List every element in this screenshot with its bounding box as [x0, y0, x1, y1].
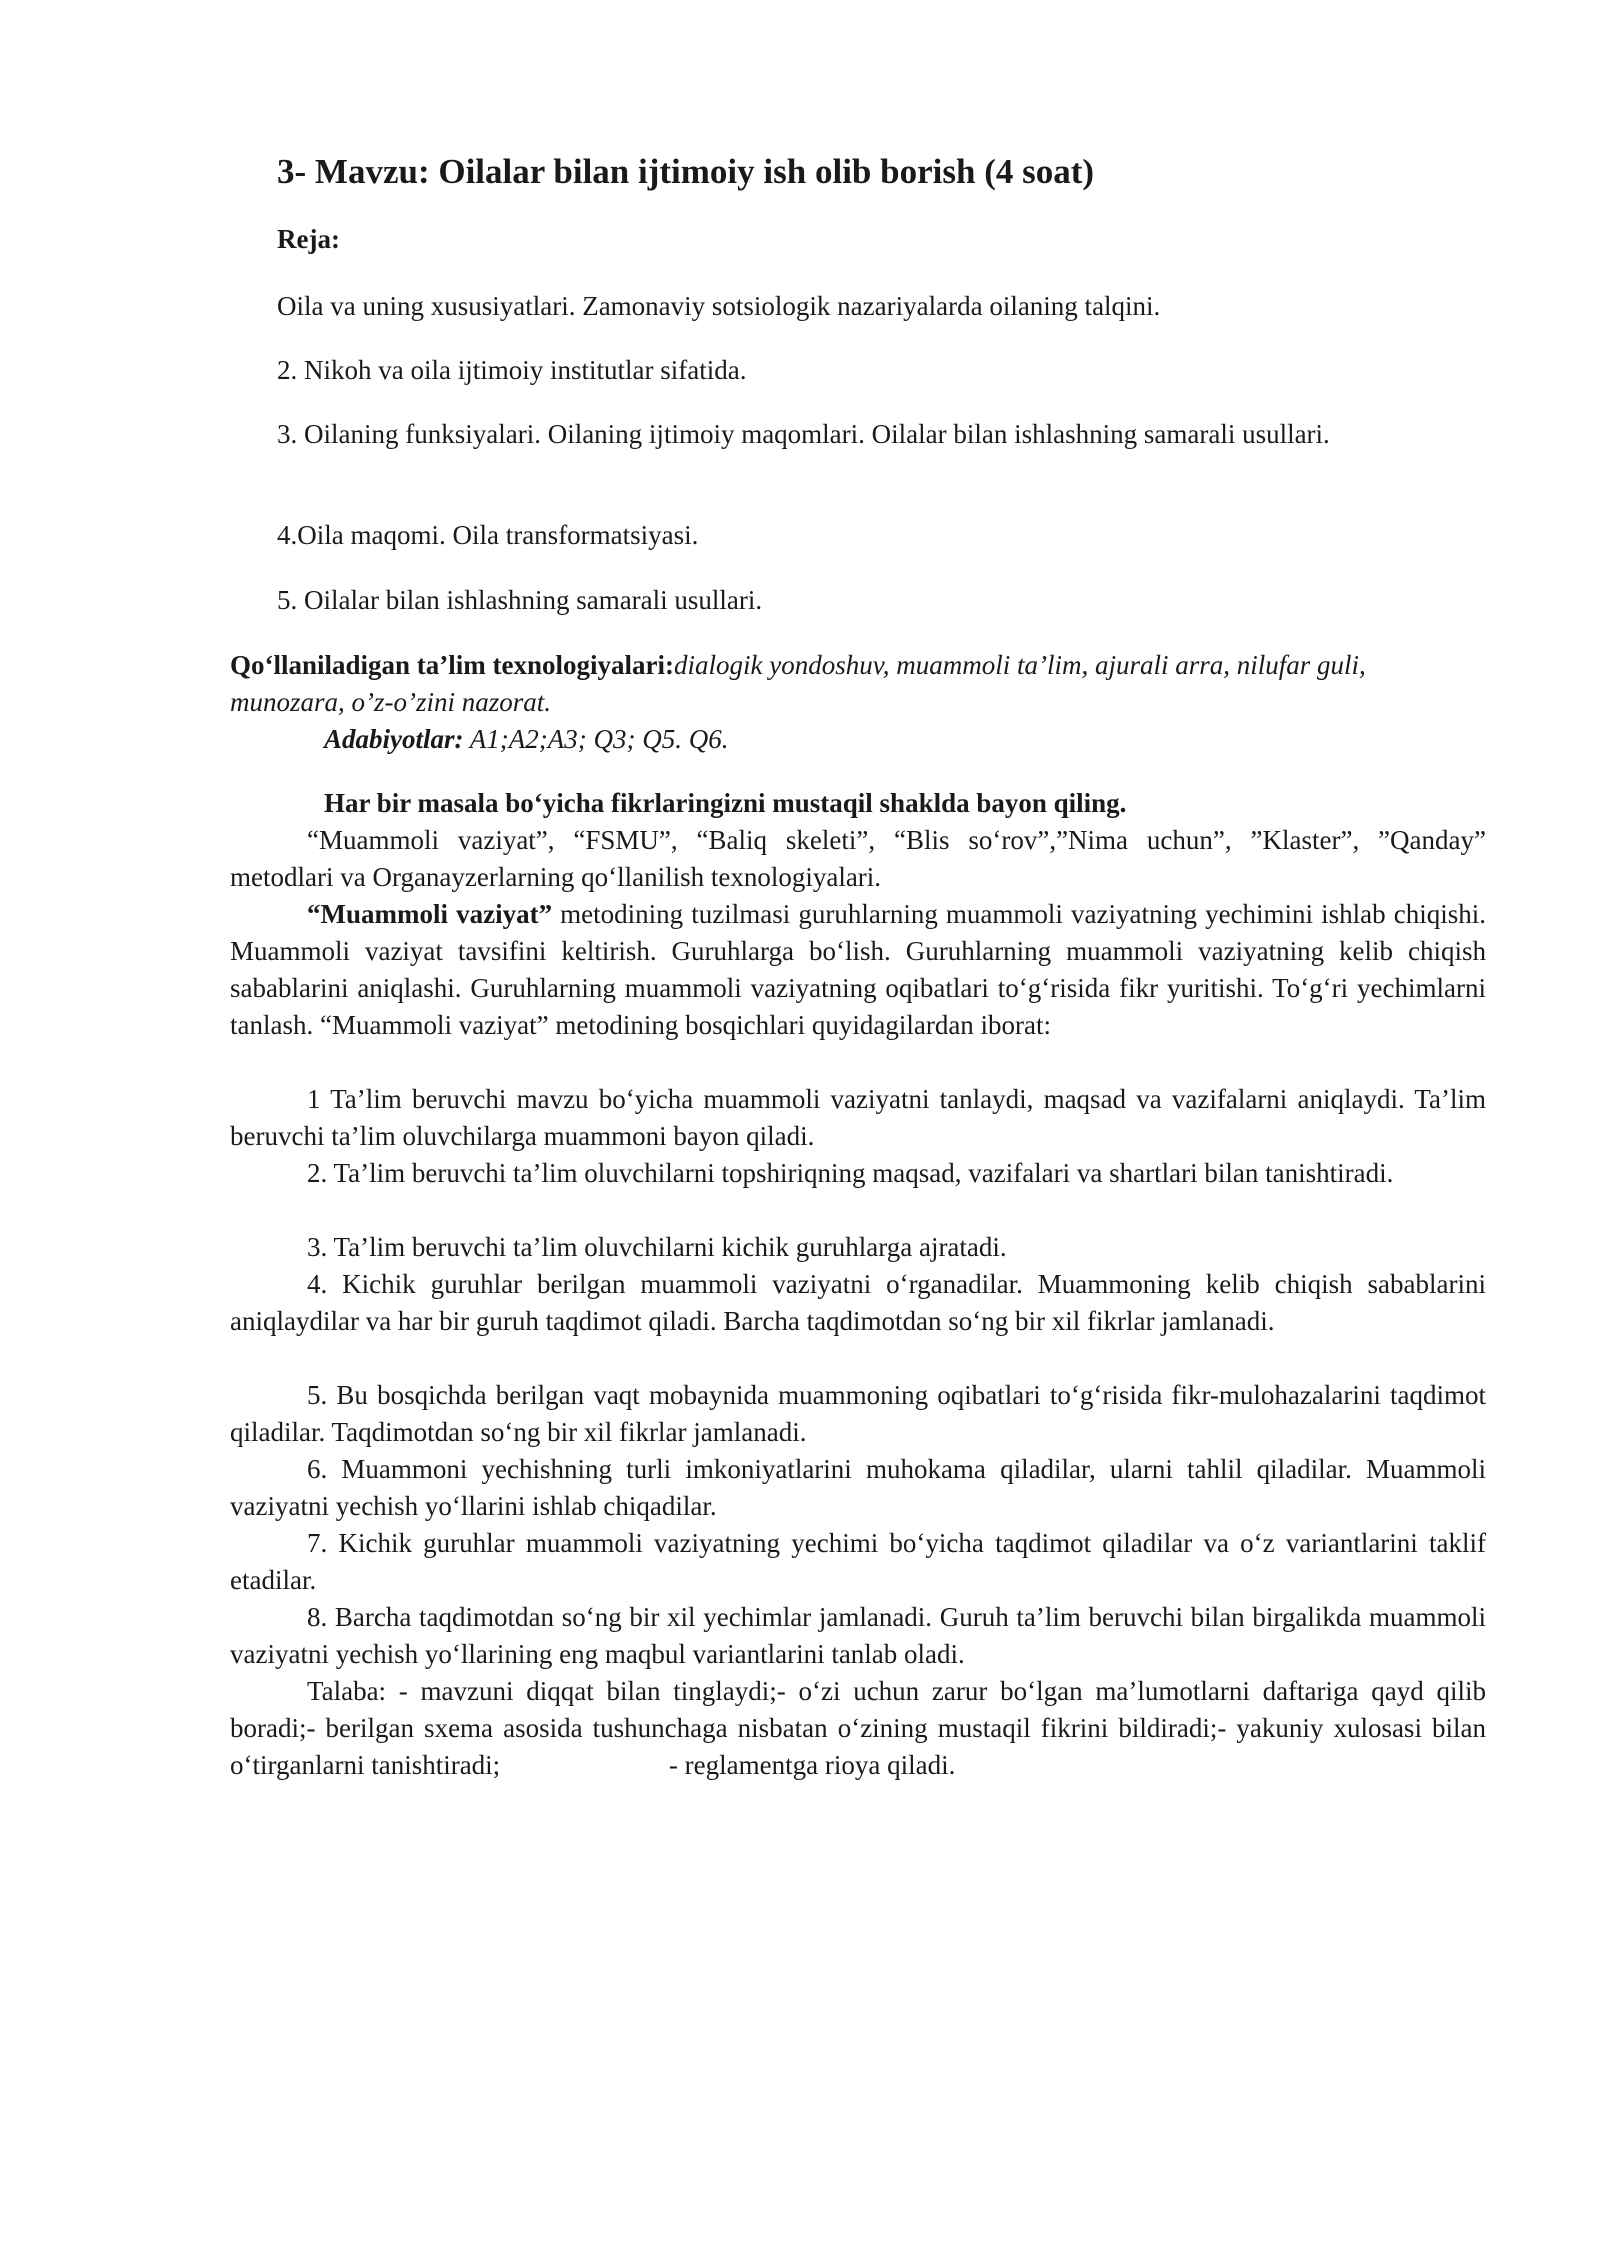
- step-item: 1 Ta’lim beruvchi mavzu bo‘yicha muammoli vaziyatni tanlaydi, maqsad va vazifalarni aniqlaydi. Ta’lim beruvchi ta’lim oluvchilarga muammoni bayon qiladi.: [230, 1084, 1486, 1151]
- plan-item: 3. Oilaning funksiyalari. Oilaning ijtimoiy maqomlari. Oilalar bilan ishlashning samarali usullari.: [277, 419, 1330, 449]
- plan-item: 5. Oilalar bilan ishlashning samarali usullari.: [277, 585, 763, 615]
- plan-heading: Reja:: [277, 224, 340, 254]
- method-name: “Muammoli vaziyat”: [307, 899, 553, 929]
- plan-item: Oila va uning xususiyatlari. Zamonaviy sotsiologik nazariyalarda oilaning talqini.: [277, 291, 1161, 321]
- plan-item: 4.Oila maqomi. Oila transformatsiyasi.: [277, 520, 699, 550]
- literature-label: Adabiyotlar:: [324, 724, 464, 754]
- step-item: 5. Bu bosqichda berilgan vaqt mobaynida muammoning oqibatlari to‘g‘risida fikr-mulohazalarini taqdimot qiladilar. Taqdimotdan so‘ng bir xil fikrlar jamlanadi.: [230, 1380, 1486, 1447]
- method-paragraph: [230, 896, 1486, 1044]
- method-text: metodining tuzilmasi guruhlarning muammoli vaziyatning yechimini ishlab chiqishi. Muammoli vaziyat tavsifini keltirish. Guruhlarga bo‘lish. Guruhlarning muammoli vaziyatning kelib chiqish sabablarini aniqlashi. Guruhlarning muammoli vaziyatning oqibatlari to‘g‘risida fikr yuritishi. To‘g‘ri yechimlarni tanlash. “Muammoli vaziyat” metodining bosqichlari quyidagilardan iborat:: [230, 899, 1486, 1040]
- step-item: 7. Kichik guruhlar muammoli vaziyatning yechimi bo‘yicha taqdimot qiladilar va o‘z variantlarini taklif etadilar.: [230, 1528, 1486, 1595]
- literature-line: [230, 721, 1486, 758]
- page-title: 3- Mavzu: Oilalar bilan ijtimoiy ish olib borish (4 soat): [277, 152, 1095, 191]
- technologies-text: dialogik yondoshuv, muammoli ta’lim, ajurali arra, nilufar guli, munozara, o’z-o’zini nazorat.: [230, 650, 1366, 717]
- step-item: 2. Ta’lim beruvchi ta’lim oluvchilarni topshiriqning maqsad, vazifalari va shartlari bilan tanishtiradi.: [307, 1158, 1394, 1188]
- technologies-paragraph: [230, 647, 1486, 721]
- literature-text: A1;A2;A3; Q3; Q5. Q6.: [463, 724, 729, 754]
- technologies-label: Qo‘llaniladigan ta’lim texnologiyalari:: [230, 650, 674, 680]
- step-item: 3. Ta’lim beruvchi ta’lim oluvchilarni kichik guruhlarga ajratadi.: [307, 1232, 1007, 1262]
- step-item: 8. Barcha taqdimotdan so‘ng bir xil yechimlar jamlanadi. Guruh ta’lim beruvchi bilan birgalikda muammoli vaziyatni yechish yo‘llarining eng maqbul variantlarini tanlab oladi.: [230, 1602, 1486, 1669]
- student-paragraph: Talaba: - mavzuni diqqat bilan tinglaydi;- o‘zi uchun zarur bo‘lgan ma’lumotlarni daftariga qayd qilib boradi;- berilgan sxema asosida tushunchaga nisbatan o‘zining mustaqil fikrini bildiradi;- yakuniy xulosasi bilan o‘tirganlarni tanishtiradi; - reglamentga rioya qiladi.: [230, 1676, 1493, 1780]
- step-item: 6. Muammoni yechishning turli imkoniyatlarini muhokama qiladilar, ularni tahlil qiladilar. Muammoli vaziyatni yechish yo‘llarini ishlab chiqadilar.: [230, 1454, 1486, 1521]
- methods-intro: “Muammoli vaziyat”, “FSMU”, “Baliq skeleti”, “Blis so‘rov”,”Nima uchun”, ”Klaster”, ”Qanday” metodlari va Organayzerlarning qo‘llanilish texnologiyalari.: [230, 825, 1486, 892]
- task-heading: Har bir masala bo‘yicha fikrlaringizni mustaqil shaklda bayon qiling.: [324, 788, 1127, 818]
- plan-item: 2. Nikoh va oila ijtimoiy institutlar sifatida.: [277, 355, 747, 385]
- step-item: 4. Kichik guruhlar berilgan muammoli vaziyatni o‘rganadilar. Muammoning kelib chiqish sabablarini aniqlaydilar va har bir guruh taqdimot qiladi. Barcha taqdimotdan so‘ng bir xil fikrlar jamlanadi.: [230, 1269, 1486, 1336]
